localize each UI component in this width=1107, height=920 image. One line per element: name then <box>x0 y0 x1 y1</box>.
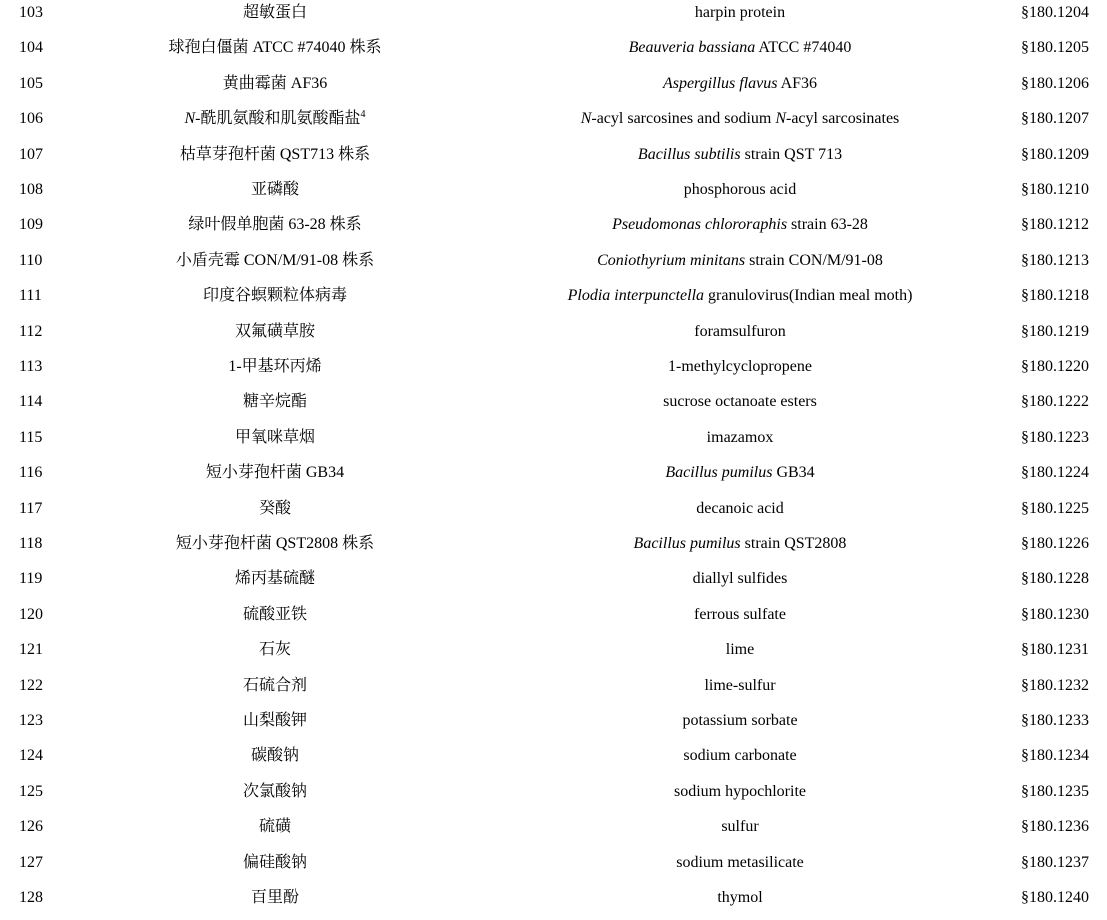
chinese-name <box>95 74 455 94</box>
chinese-name <box>95 782 455 802</box>
chinese-name-text: 硫酸亚铁 <box>242 605 307 623</box>
english-name <box>480 499 1000 519</box>
chinese-name <box>95 746 455 766</box>
english-name <box>480 74 1000 94</box>
cfr-reference: §180.1228 <box>1021 570 1089 588</box>
chinese-name <box>95 711 455 731</box>
row-number: 110 <box>19 251 43 269</box>
chinese-name-text: 绿叶假单胞菌 63-28 株系 <box>188 216 362 234</box>
english-name <box>480 534 1000 554</box>
english-name-italic: Aspergillus flavus <box>662 74 778 92</box>
table-row <box>0 142 1107 177</box>
chinese-name-text: 1-甲基环丙烯 <box>228 358 322 375</box>
table-row <box>0 602 1107 637</box>
english-name <box>480 711 1000 731</box>
english-name-text: sodium hypochlorite <box>674 782 806 800</box>
english-name-text: sulfur <box>721 818 759 836</box>
row-number: 118 <box>19 535 43 552</box>
row-number: 127 <box>19 853 43 871</box>
english-name-text: ATCC #74040 <box>755 39 852 57</box>
row-number: 114 <box>19 393 43 411</box>
english-name <box>480 428 1000 448</box>
cfr-reference: §180.1223 <box>1021 428 1089 446</box>
english-name-text: ferrous sulfate <box>694 605 786 623</box>
chinese-name <box>95 676 455 696</box>
row-number: 103 <box>19 4 43 21</box>
table-row <box>0 814 1107 849</box>
chinese-name-text: 碳酸钠 <box>250 747 299 765</box>
chinese-name-text: 次氯酸钠 <box>242 782 307 800</box>
english-name-tail: -acyl sarcosinates <box>786 110 900 128</box>
english-name-text: granulovirus(Indian meal moth) <box>704 287 913 305</box>
table-row <box>0 708 1107 743</box>
row-number: 105 <box>19 74 43 92</box>
table-row <box>0 637 1107 672</box>
table-row <box>0 212 1107 247</box>
english-name-text: strain 63-28 <box>787 216 868 234</box>
table-row <box>0 354 1107 389</box>
english-name <box>480 286 1000 306</box>
english-name <box>480 569 1000 589</box>
cfr-reference: §180.1240 <box>1021 889 1089 906</box>
chinese-name-text: 印度谷螟颗粒体病毒 <box>202 287 347 305</box>
chinese-name <box>95 357 455 377</box>
chinese-name <box>95 322 455 342</box>
cfr-reference: §180.1204 <box>1021 4 1089 21</box>
row-number: 120 <box>19 605 43 623</box>
english-name-text: harpin protein <box>694 4 786 21</box>
row-number: 109 <box>19 216 43 234</box>
table-row <box>0 779 1107 814</box>
english-name-text: 1-methylcyclopropene <box>668 358 812 375</box>
english-name-text: lime-sulfur <box>704 676 776 694</box>
chinese-name-text: 超敏蛋白 <box>242 4 307 21</box>
chinese-name-text: 石灰 <box>258 641 291 659</box>
english-name-italic: Bacillus pumilus <box>633 535 741 552</box>
english-name-text: sodium carbonate <box>683 747 797 765</box>
cfr-reference: §180.1207 <box>1021 110 1089 128</box>
english-name <box>480 392 1000 412</box>
chinese-name-text: 石硫合剂 <box>242 676 307 694</box>
chinese-name <box>95 109 455 129</box>
table-row <box>0 460 1107 495</box>
english-name-italic-2: N <box>775 110 786 128</box>
table-row <box>0 743 1107 778</box>
english-name <box>480 817 1000 837</box>
chinese-name <box>95 640 455 660</box>
chinese-name-text: 双氟磺草胺 <box>234 322 315 340</box>
row-number: 119 <box>19 570 43 588</box>
english-name <box>480 215 1000 235</box>
row-number: 117 <box>19 499 43 517</box>
table-row <box>0 885 1107 920</box>
row-number: 104 <box>19 39 43 57</box>
english-name-text: GB34 <box>772 464 815 482</box>
table-row <box>0 566 1107 601</box>
chinese-name-text: 枯草芽孢杆菌 QST713 株系 <box>179 145 371 163</box>
chinese-name <box>95 463 455 483</box>
row-number: 116 <box>19 464 43 482</box>
table-row <box>0 35 1107 70</box>
cfr-reference: §180.1231 <box>1021 641 1089 659</box>
cfr-reference: §180.1213 <box>1021 251 1089 269</box>
english-name <box>480 782 1000 802</box>
english-name-italic: Bacillus pumilus <box>665 464 773 482</box>
cfr-reference: §180.1210 <box>1021 181 1089 198</box>
chinese-name-text: 短小芽孢杆菌 QST2808 株系 <box>175 535 375 552</box>
english-name-italic: Coniothyrium minitans <box>597 251 746 269</box>
chinese-name <box>95 428 455 448</box>
cfr-reference: §180.1225 <box>1021 499 1089 517</box>
table-row <box>0 319 1107 354</box>
chinese-name <box>95 38 455 58</box>
cfr-reference: §180.1205 <box>1021 39 1089 57</box>
chinese-name-text: 短小芽孢杆菌 GB34 <box>205 464 345 482</box>
row-number: 111 <box>19 287 42 305</box>
english-name <box>480 145 1000 165</box>
table-row <box>0 496 1107 531</box>
table-row <box>0 389 1107 424</box>
english-name <box>480 640 1000 660</box>
chinese-name <box>95 286 455 306</box>
english-name <box>480 746 1000 766</box>
cfr-reference: §180.1224 <box>1021 464 1089 482</box>
row-number: 107 <box>19 145 43 163</box>
table-row <box>0 850 1107 885</box>
row-number: 128 <box>19 889 43 906</box>
chinese-name-text: 亚磷酸 <box>250 181 299 198</box>
cfr-reference: §180.1219 <box>1021 322 1089 340</box>
chinese-name-text: 硫磺 <box>258 818 291 836</box>
table-row <box>0 425 1107 460</box>
english-name <box>480 357 1000 377</box>
cfr-reference: §180.1233 <box>1021 712 1089 729</box>
row-number: 125 <box>19 782 43 800</box>
cfr-reference: §180.1220 <box>1021 358 1089 375</box>
table-row <box>0 248 1107 283</box>
row-number: 115 <box>19 428 43 446</box>
chinese-name <box>95 3 455 23</box>
english-name <box>480 605 1000 625</box>
chinese-name <box>95 180 455 200</box>
english-name-text: diallyl sulfides <box>692 570 788 588</box>
chinese-name <box>95 817 455 837</box>
row-number: 113 <box>19 358 43 375</box>
table-row <box>0 673 1107 708</box>
english-name-italic: Plodia interpunctella <box>567 287 705 305</box>
english-name-italic: Pseudomonas chlororaphis <box>612 216 788 234</box>
row-number: 122 <box>19 676 43 694</box>
chinese-name-text: 癸酸 <box>258 499 291 517</box>
table-row <box>0 106 1107 141</box>
english-name <box>480 888 1000 908</box>
chinese-name <box>95 605 455 625</box>
chinese-name <box>95 888 455 908</box>
english-name-italic: Bacillus subtilis <box>637 145 741 163</box>
chinese-name-text: 球孢白僵菌 ATCC #74040 株系 <box>168 39 382 57</box>
english-name-text: strain QST2808 <box>740 535 847 552</box>
cfr-reference: §180.1234 <box>1021 747 1089 765</box>
english-name <box>480 853 1000 873</box>
chinese-name <box>95 499 455 519</box>
english-name <box>480 3 1000 23</box>
table-row <box>0 177 1107 212</box>
english-name-text: -acyl sarcosines and sodium <box>591 110 776 128</box>
english-name-text: imazamox <box>706 428 774 446</box>
cfr-reference: §180.1230 <box>1021 605 1089 623</box>
chinese-name <box>95 569 455 589</box>
row-number: 106 <box>19 110 43 128</box>
english-name <box>480 676 1000 696</box>
english-name-text: sucrose octanoate esters <box>663 393 817 411</box>
english-name <box>480 38 1000 58</box>
chinese-name <box>95 251 455 271</box>
cfr-reference: §180.1218 <box>1021 287 1089 305</box>
english-name-text: sodium metasilicate <box>676 853 804 871</box>
chinese-name-text: 偏硅酸钠 <box>242 853 307 871</box>
table-row <box>0 283 1107 318</box>
english-name-text: foramsulfuron <box>694 322 786 340</box>
table-row <box>0 0 1107 35</box>
chinese-name-text: 百里酚 <box>250 889 299 906</box>
chinese-name-text: 黄曲霉菌 AF36 <box>222 74 328 92</box>
footnote-marker: 4 <box>360 109 366 121</box>
english-name-text: phosphorous acid <box>683 181 797 198</box>
chinese-name <box>95 534 455 554</box>
chinese-name <box>95 392 455 412</box>
english-name <box>480 180 1000 200</box>
chinese-name-text: -酰肌氨酸和肌氨酸酯盐 <box>195 110 361 128</box>
chinese-name-text: 糖辛烷酯 <box>242 393 307 411</box>
english-name-text: strain CON/M/91-08 <box>745 251 883 269</box>
chinese-name <box>95 215 455 235</box>
row-number: 108 <box>19 181 43 198</box>
cfr-reference: §180.1212 <box>1021 216 1089 234</box>
chinese-name <box>95 145 455 165</box>
cfr-reference: §180.1226 <box>1021 535 1089 552</box>
cfr-reference: §180.1232 <box>1021 676 1089 694</box>
english-name <box>480 109 1000 129</box>
english-name-text: thymol <box>717 889 763 906</box>
chinese-name-text: 山梨酸钾 <box>242 712 307 729</box>
row-number: 112 <box>19 322 43 340</box>
cfr-reference: §180.1222 <box>1021 393 1089 411</box>
english-name-text: lime <box>725 641 755 659</box>
english-name <box>480 322 1000 342</box>
chinese-name-text: 烯丙基硫醚 <box>234 570 315 588</box>
english-name <box>480 251 1000 271</box>
english-name-text: AF36 <box>777 74 818 92</box>
row-number: 124 <box>19 747 43 765</box>
table-row <box>0 531 1107 566</box>
english-name-text: decanoic acid <box>696 499 784 517</box>
english-name-italic: N <box>580 110 592 128</box>
chinese-name-text: 甲氧咪草烟 <box>234 428 315 446</box>
chinese-name-text: 小盾壳霉 CON/M/91-08 株系 <box>175 251 375 269</box>
row-number: 123 <box>19 712 43 729</box>
english-name <box>480 463 1000 483</box>
chinese-name <box>95 853 455 873</box>
row-number: 121 <box>19 641 43 659</box>
english-name-text: strain QST 713 <box>740 145 843 163</box>
row-number: 126 <box>19 818 43 836</box>
cfr-reference: §180.1236 <box>1021 818 1089 836</box>
cfr-reference: §180.1206 <box>1021 74 1089 92</box>
table-row <box>0 71 1107 106</box>
cfr-reference: §180.1237 <box>1021 853 1089 871</box>
english-name-italic: Beauveria bassiana <box>628 39 756 57</box>
cfr-reference: §180.1235 <box>1021 782 1089 800</box>
chinese-name-italic: N <box>184 110 196 128</box>
english-name-text: potassium sorbate <box>682 712 798 729</box>
cfr-reference: §180.1209 <box>1021 145 1089 163</box>
